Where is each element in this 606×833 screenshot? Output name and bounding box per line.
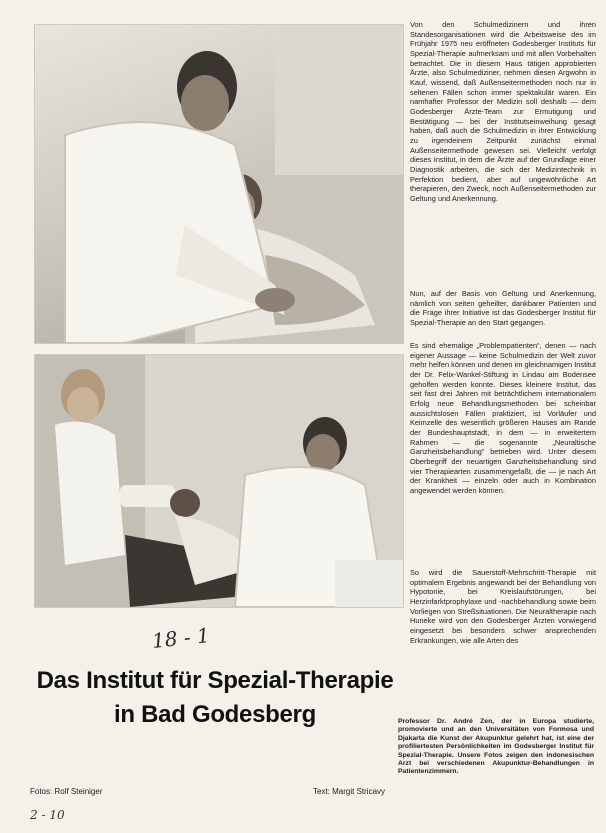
photo-nurse-and-doctor-treatment (34, 354, 404, 608)
photo-credit: Fotos: Rolf Steiniger (30, 787, 103, 796)
page-mark: 2 - 10 (30, 808, 65, 822)
headline-line-1: Das Institut für Spezial-Therapie (36, 667, 394, 694)
article-paragraph-1: Von den Schulmedizinern und ihren Standesorganisationen wird die Arbeitsweise des im Frühjahr 1975 neu eröffneten Godesberger Instituts für Spezial-Therapie aufmerksam und mit allen Vorbehalten betrachtet. Die in diesem Haus tätigen approbierten Ärzte, also Schulmediziner, nehmen diesen Argwohn in Kauf, wissend, daß Außenseitermethoden noch nur in seltenen Fällen schon immer spektakulär waren. Ein namhafter Professor der Medizin soll deshalb — dem Godesberger Ärzte-Team zur Ermutigung und Bestätigung — bei der Institutseinweihung gesagt haben, daß auch die Schulmedizin in ihrer Entwicklung zu irgendeinem Zeitpunkt zunächst einmal Außenseitermethode gewesen sei. Vielleicht verfolgt dieses Institut, in dem die Ärzte auf der Grundlage einer Diagnostik arbeiten, die sich der Medizintechnik in Perfektion bedient, aber auf ungewöhnliche Art therapieren, den Zweck, noch Außenseitermethoden zur Geltung und Anerkennung. (410, 20, 596, 203)
article-paragraph (410, 341, 596, 568)
photo-top-illustration (35, 25, 403, 343)
article-paragraph-2: Nun, auf der Basis von Geltung und Anerkennung, nämlich von seiten geheilter, dankbarer Patienten und die Frage ihrer Initiative ist das Godesberger Institut für Spezial-Therapie an den Start gegangen. (410, 289, 596, 327)
article-paragraph (410, 568, 596, 694)
headline (20, 664, 410, 732)
photo-caption: Professor Dr. André Zen, der in Europa studierte, promovierte und an den Universitäten von Formosa und Djakarta die Kunst der Akupunktur gelehrt hat, ist eine der profiliertesten Persönlichkeiten im Godesberger Institut für Spezial-Therapie. Unsere Fotos zeigen den indonesischen Arzt bei verschiedenen Akupunktur-Behandlungen in Patientenzimmern. (398, 718, 594, 776)
handwritten-note: 18 - 1 (150, 623, 211, 653)
headline-line-2: in Bad Godesberg (114, 701, 316, 728)
article-paragraph (410, 20, 596, 290)
photo-doctor-examining-patient (34, 24, 404, 344)
text-credit: Text: Margit Stricavy (313, 787, 386, 796)
article-paragraph-3: Es sind ehemalige „Problempatienten“, denen — nach eigener Aussage — keine Schulmedizin der Welt zuvor mehr helfen können und denen im gleichnamigen Institut der Dr. Felix-Wankel-Stiftung in Lindau am Bodensee geholfen werden konnte. Dieses kleinere Institut, das seit fast drei Jahren mit beträchtlichem internationalem Erfolg neue Behandlungsmethoden bei scheinbar aussichtslosen Fällen praktiziert, ist Vorläufer und Keimzelle des wesentlich größeren Hauses am Rande der Bundeshauptstadt, in dem — in erweitertem Rahmen — die sogenannte „Neuraltische Ganzheitsbehandlung“ betrieben wird. Unter diesem Oberbegriff der neuartigen Ganzheitsbehandlung sind vier Therapiearten zusammengefaßt, die — je nach Art der Krankheit — einzeln oder auch in Kombination angewendet werden können. (410, 341, 596, 495)
article-paragraph (410, 289, 596, 339)
article-paragraph-4: So wird die Sauerstoff-Mehrschritt-Therapie mit optimalem Ergebnis angewandt bei der Behandlung von Hypotonie, bei Kreislaufstörungen, bei Herzinfarktprophylaxe und -nachbehandlung sowie beim Vorliegen von Streßsituationen. Die Neuraltherapie nach Huneke wird von den Godesberger Ärzten vorwiegend eingesetzt bei besonders schwer ansprechenden Erkrankungen, wie alle Arten des (410, 568, 596, 645)
photo-bottom-illustration (35, 355, 403, 607)
